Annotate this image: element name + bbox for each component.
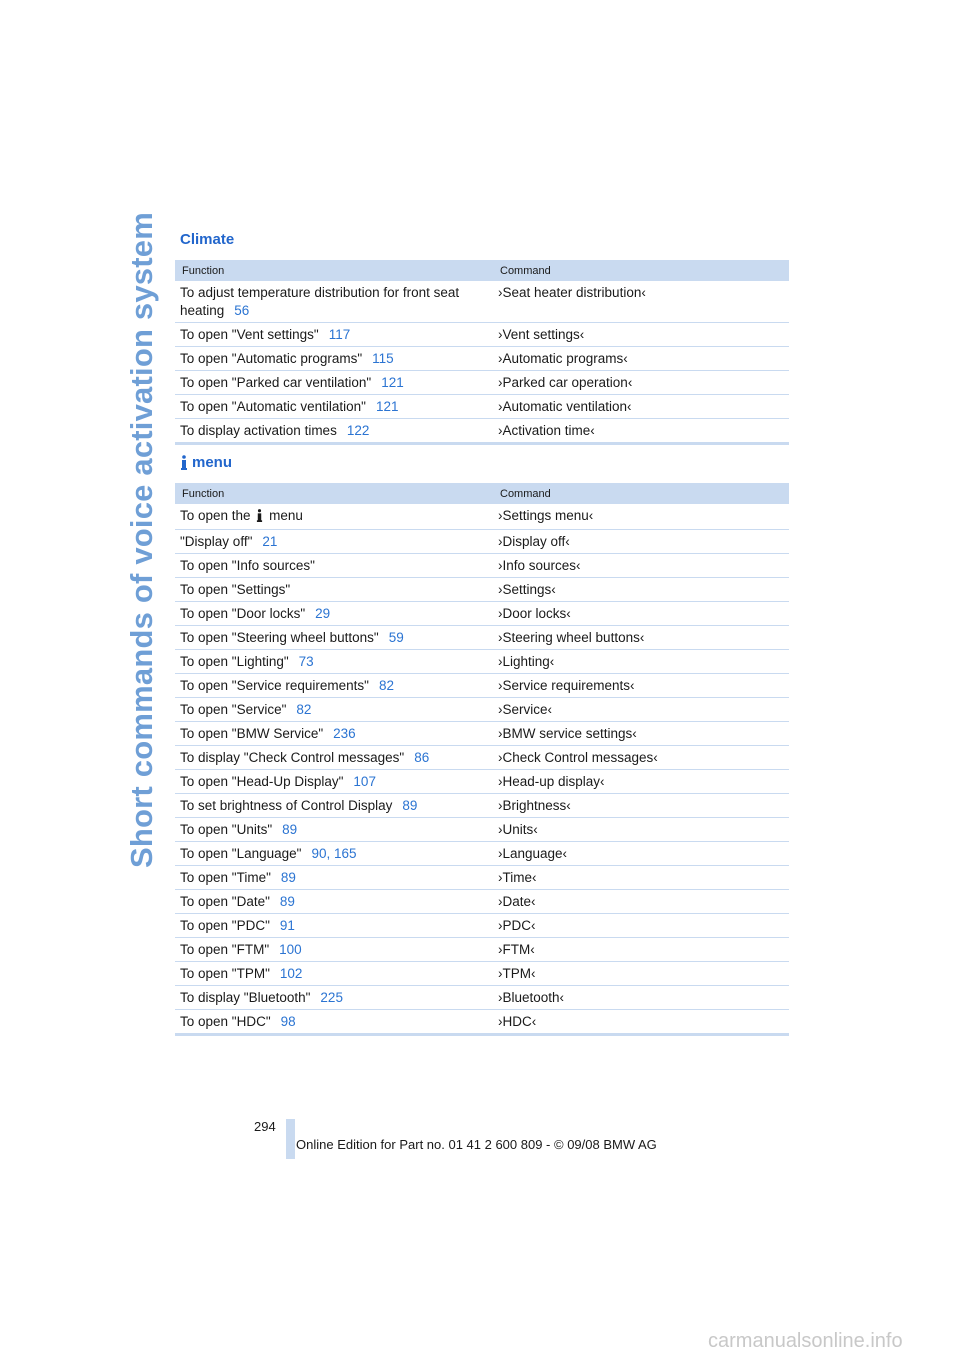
function-cell: To open the menu	[175, 504, 493, 529]
table-row	[175, 1010, 789, 1036]
page-reference-link[interactable]: 82	[378, 678, 394, 693]
function-cell: "Display off" 21	[180, 534, 278, 549]
page-reference-link[interactable]: 56	[234, 303, 250, 318]
function-cell: To open "Date" 89	[180, 894, 295, 909]
page-reference-link[interactable]: 89	[402, 798, 418, 813]
table-row	[175, 554, 789, 578]
function-cell: To open "Units" 89	[180, 822, 298, 837]
command-cell: ›Lighting‹	[498, 654, 555, 669]
footer-edition-text: Online Edition for Part no. 01 41 2 600 809 - © 09/08 BMW AG	[296, 1137, 657, 1152]
function-cell: To open "Steering wheel buttons" 59	[180, 630, 404, 645]
command-cell: ›Vent settings‹	[498, 327, 585, 342]
function-cell: To set brightness of Control Display 89	[180, 798, 418, 813]
table-row	[175, 626, 789, 650]
table-row	[175, 602, 789, 626]
command-cell: ›Bluetooth‹	[498, 990, 565, 1005]
function-cell: To open "Service requirements" 82	[180, 678, 394, 693]
page-reference-link[interactable]: 121	[375, 399, 399, 414]
command-cell: ›Activation time‹	[498, 423, 595, 438]
command-cell: ›Head-up display‹	[498, 774, 605, 789]
page-reference-link[interactable]: 225	[320, 990, 343, 1005]
command-cell: ›Automatic programs‹	[498, 351, 628, 366]
command-cell: ›Display off‹	[498, 534, 570, 549]
command-cell: ›Steering wheel buttons‹	[498, 630, 645, 645]
command-cell: ›Time‹	[498, 870, 537, 885]
table-row	[175, 578, 789, 602]
page-number: 294	[254, 1119, 276, 1134]
table-row	[175, 986, 789, 1010]
command-cell: ›Automatic ventilation‹	[498, 399, 632, 414]
menu-table	[175, 483, 789, 1036]
page-reference-link[interactable]: 89	[280, 870, 296, 885]
info-i-icon	[180, 455, 188, 470]
function-cell: To open "HDC" 98	[180, 1014, 296, 1029]
function-cell: To display "Check Control messages" 86	[180, 750, 430, 765]
table-row	[175, 419, 789, 445]
command-cell: ›Date‹	[498, 894, 536, 909]
side-chapter-title	[122, 212, 162, 868]
function-cell: To adjust temperature distribution for front seat heating 56	[180, 285, 460, 318]
function-cell: To open "PDC" 91	[180, 918, 295, 933]
table-row	[175, 746, 789, 770]
table-row	[175, 794, 789, 818]
table-row	[175, 674, 789, 698]
table-row	[175, 818, 789, 842]
page-reference-link[interactable]: 98	[280, 1014, 296, 1029]
command-cell: ›Service requirements‹	[498, 678, 635, 693]
command-cell: ›Settings menu‹	[498, 508, 594, 523]
function-cell: To open "Settings"	[180, 582, 291, 597]
command-cell: ›PDC‹	[498, 918, 536, 933]
page-reference-link[interactable]: 236	[333, 726, 356, 741]
table-row	[175, 323, 789, 347]
command-cell: ›Language‹	[498, 846, 568, 861]
table-row	[175, 842, 789, 866]
function-cell: To open "Service" 82	[180, 702, 312, 717]
climate-table	[175, 260, 789, 445]
function-cell: To open "Vent settings" 117	[180, 327, 351, 342]
command-cell: ›HDC‹	[498, 1014, 537, 1029]
page-reference-link[interactable]: 89	[279, 894, 295, 909]
climate-section-title: Climate	[180, 231, 235, 248]
function-cell: To open "Info sources"	[180, 558, 315, 573]
climate-table-header	[175, 260, 789, 281]
page-reference-link[interactable]: 89	[282, 822, 298, 837]
command-cell: ›Seat heater distribution‹	[498, 285, 646, 300]
table-row	[175, 866, 789, 890]
header-function: Function	[182, 264, 225, 277]
table-row	[175, 347, 789, 371]
command-cell: ›Brightness‹	[498, 798, 571, 813]
function-cell: To open "BMW Service" 236	[180, 726, 356, 741]
menu-section-title: menu	[180, 454, 232, 471]
function-cell: To open "TPM" 102	[180, 966, 303, 981]
page-reference-link[interactable]: 165	[334, 846, 357, 861]
command-cell: ›Parked car operation‹	[498, 375, 633, 390]
page-reference-link[interactable]: 121	[381, 375, 404, 390]
page-reference-link[interactable]: 59	[388, 630, 404, 645]
page-reference-link[interactable]: 82	[296, 702, 312, 717]
footer-bar	[286, 1119, 295, 1159]
page-reference-link[interactable]: 90	[311, 846, 327, 861]
page-reference-link[interactable]: 102	[279, 966, 303, 981]
table-row	[175, 281, 789, 323]
menu-table-header	[175, 483, 789, 504]
page-reference-link[interactable]: 100	[279, 942, 302, 957]
command-cell: ›FTM‹	[498, 942, 535, 957]
table-row	[175, 504, 789, 530]
header-command: Command	[500, 487, 551, 500]
header-command: Command	[500, 264, 551, 277]
info-i-icon	[256, 509, 263, 527]
command-cell: ›Units‹	[498, 822, 538, 837]
table-row	[175, 371, 789, 395]
table-row	[175, 722, 789, 746]
function-cell: To open "Lighting" 73	[180, 654, 314, 669]
command-cell: ›Settings‹	[498, 582, 556, 597]
page-reference-link[interactable]: 21	[262, 534, 278, 549]
table-row	[175, 914, 789, 938]
function-cell: To open "Time" 89	[180, 870, 296, 885]
table-row	[175, 890, 789, 914]
side-chapter-title-text: Short commands of voice activation system	[124, 212, 160, 868]
function-cell: To open "Parked car ventilation" 121	[180, 375, 404, 390]
command-cell: ›TPM‹	[498, 966, 536, 981]
command-cell: ›Info sources‹	[498, 558, 581, 573]
header-function: Function	[182, 487, 225, 500]
page-reference-link[interactable]: 86	[414, 750, 430, 765]
command-cell: ›Door locks‹	[498, 606, 571, 621]
function-cell: To display activation times 122	[180, 423, 370, 438]
page-reference-link[interactable]: 107	[353, 774, 376, 789]
page-reference-link[interactable]: 122	[346, 423, 370, 438]
command-cell: ›BMW service settings‹	[498, 726, 637, 741]
page-reference-link[interactable]: 117	[328, 327, 351, 342]
page-reference-link[interactable]: 115	[372, 351, 394, 366]
function-cell: To open "Automatic ventilation" 121	[180, 399, 399, 414]
function-cell: To open "Language" 90, 165	[180, 846, 357, 861]
table-row	[175, 395, 789, 419]
page-reference-link[interactable]: 91	[279, 918, 295, 933]
function-cell: To open "Head-Up Display" 107	[180, 774, 376, 789]
page-reference-link[interactable]: 73	[298, 654, 314, 669]
table-row	[175, 650, 789, 674]
function-cell: To open "Automatic programs" 115	[180, 351, 394, 366]
page-reference-link[interactable]: 29	[315, 606, 331, 621]
table-row	[175, 698, 789, 722]
table-row	[175, 530, 789, 554]
function-cell: To open "Door locks" 29	[180, 606, 331, 621]
function-cell: To open "FTM" 100	[180, 942, 302, 957]
command-cell: ›Check Control messages‹	[498, 750, 658, 765]
table-row	[175, 770, 789, 794]
watermark: carmanualsonline.info	[708, 1330, 903, 1352]
command-cell: ›Service‹	[498, 702, 553, 717]
table-row	[175, 938, 789, 962]
table-row	[175, 962, 789, 986]
function-cell: To display "Bluetooth" 225	[180, 990, 343, 1005]
